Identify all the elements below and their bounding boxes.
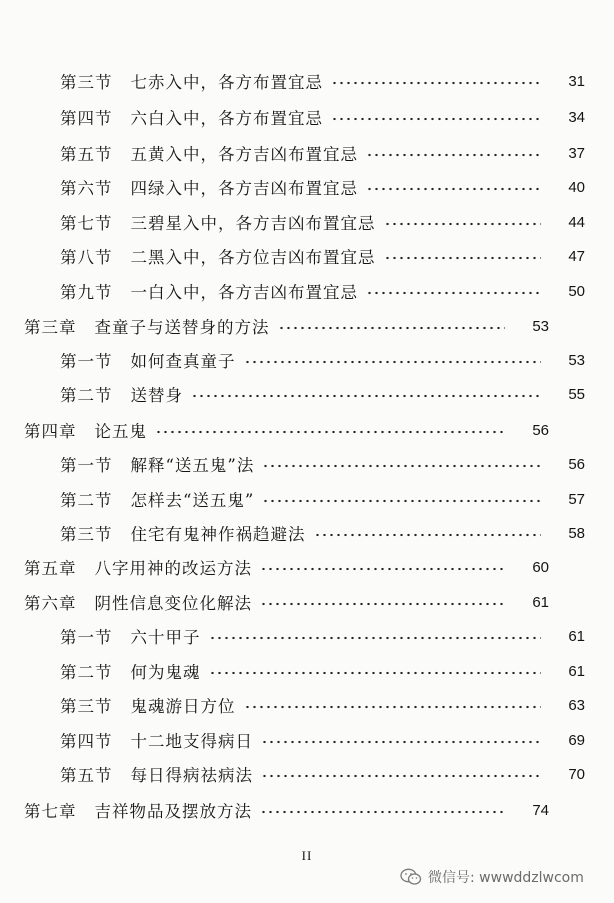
entry-page-number: 56: [532, 421, 549, 439]
dot-leader: [209, 636, 542, 640]
entry-page-number: 61: [532, 593, 549, 611]
entry-page-number: 61: [568, 662, 585, 680]
entry-page-number: 44: [568, 213, 585, 231]
entry-title: 四绿入中，各方吉凶布置宜忌: [130, 179, 358, 198]
entry-title: 论五鬼: [94, 422, 147, 441]
toc-section-entry: [0, 520, 614, 546]
entry-title: 查童子与送替身的方法: [94, 318, 270, 337]
dot-leader: [262, 499, 541, 503]
entry-title: 解释“送五鬼”法: [130, 456, 255, 475]
dot-leader: [262, 464, 541, 468]
entry-label: 第一节: [60, 628, 113, 647]
dot-leader: [260, 810, 505, 814]
entry-page-number: 60: [532, 558, 549, 576]
toc-chapter-entry: [0, 417, 614, 443]
entry-label: 第六节: [60, 179, 113, 198]
entry-page-number: 31: [568, 72, 585, 90]
watermark-text: 微信号: wwwddzlwcom: [428, 870, 584, 886]
entry-title: 何为鬼魂: [130, 663, 201, 682]
entry-label: 第四章: [24, 422, 77, 441]
toc-section-entry: [0, 140, 614, 166]
toc-section-entry: [0, 381, 614, 407]
entry-page-number: 53: [568, 351, 585, 369]
toc-section-entry: [0, 623, 614, 649]
entry-page-number: 53: [532, 317, 549, 335]
dot-leader: [244, 360, 542, 364]
entry-title: 怎样去“送五鬼”: [130, 491, 255, 510]
entry-label: 第九节: [60, 283, 113, 302]
entry-page-number: 34: [568, 108, 585, 126]
entry-title: 阴性信息变位化解法: [94, 594, 252, 613]
entry-title: 五黄入中，各方吉凶布置宜忌: [130, 145, 358, 164]
entry-label: 第八节: [60, 248, 113, 267]
dot-leader: [278, 326, 506, 330]
dot-leader: [331, 117, 541, 121]
entry-label: 第七章: [24, 802, 77, 821]
entry-title: 六十甲子: [130, 628, 201, 647]
entry-label: 第二节: [60, 491, 113, 510]
entry-label: 第二节: [60, 386, 113, 405]
entry-title: 六白入中，各方布置宜忌: [130, 109, 323, 128]
entry-label: 第三节: [60, 73, 113, 92]
dot-leader: [260, 567, 505, 571]
entry-page-number: 56: [568, 455, 585, 473]
entry-label: 第一节: [60, 456, 113, 475]
toc-chapter-entry: [0, 797, 614, 823]
entry-title: 二黑入中，各方位吉凶布置宜忌: [130, 248, 376, 267]
entry-title: 住宅有鬼神作祸趋避法: [130, 525, 306, 544]
toc-chapter-entry: [0, 313, 614, 339]
entry-page-number: 63: [568, 696, 585, 714]
toc-chapter-entry: [0, 589, 614, 615]
watermark: [400, 866, 584, 888]
toc-section-entry: [0, 278, 614, 304]
wechat-icon: [400, 868, 422, 886]
entry-page-number: 74: [532, 801, 549, 819]
entry-label: 第四节: [60, 109, 113, 128]
dot-leader: [314, 533, 542, 537]
entry-title: 鬼魂游日方位: [130, 697, 236, 716]
entry-label: 第五节: [60, 766, 113, 785]
dot-leader: [384, 256, 542, 260]
entry-page-number: 55: [568, 385, 585, 403]
dot-leader: [244, 705, 542, 709]
toc-section-entry: [0, 243, 614, 269]
entry-label: 第七节: [60, 214, 113, 233]
entry-page-number: 47: [568, 247, 585, 265]
entry-title: 三碧星入中，各方吉凶布置宜忌: [130, 214, 376, 233]
entry-title: 一白入中，各方吉凶布置宜忌: [130, 283, 358, 302]
dot-leader: [384, 222, 542, 226]
dot-leader: [366, 187, 541, 191]
entry-title: 十二地支得病日: [130, 732, 253, 751]
entry-label: 第三节: [60, 525, 113, 544]
toc-section-entry: [0, 104, 614, 130]
entry-page-number: 50: [568, 282, 585, 300]
entry-page-number: 40: [568, 178, 585, 196]
toc-section-entry: [0, 209, 614, 235]
entry-title: 吉祥物品及摆放方法: [94, 802, 252, 821]
entry-label: 第三节: [60, 697, 113, 716]
entry-label: 第一节: [60, 352, 113, 371]
entry-page-number: 57: [568, 490, 585, 508]
page-number: II: [301, 848, 313, 863]
dot-leader: [155, 430, 505, 434]
entry-label: 第五节: [60, 145, 113, 164]
entry-title: 七赤入中，各方布置宜忌: [130, 73, 323, 92]
entry-page-number: 70: [568, 765, 585, 783]
toc-section-entry: [0, 727, 614, 753]
dot-leader: [261, 774, 541, 778]
toc-section-entry: [0, 347, 614, 373]
toc-chapter-entry: [0, 554, 614, 580]
entry-label: 第六章: [24, 594, 77, 613]
toc-section-entry: [0, 761, 614, 787]
dot-leader: [366, 153, 541, 157]
toc-section-entry: [0, 68, 614, 94]
dot-leader: [191, 394, 541, 398]
toc-section-entry: [0, 692, 614, 718]
entry-page-number: 58: [568, 524, 585, 542]
entry-page-number: 69: [568, 731, 585, 749]
toc-section-entry: [0, 451, 614, 477]
toc-section-entry: [0, 174, 614, 200]
toc-section-entry: [0, 658, 614, 684]
dot-leader: [331, 81, 541, 85]
entry-label: 第五章: [24, 559, 77, 578]
toc-section-entry: [0, 486, 614, 512]
entry-title: 每日得病祛病法: [130, 766, 253, 785]
entry-label: 第二节: [60, 663, 113, 682]
entry-label: 第四节: [60, 732, 113, 751]
entry-title: 送替身: [130, 386, 183, 405]
entry-page-number: 37: [568, 144, 585, 162]
entry-title: 如何查真童子: [130, 352, 236, 371]
dot-leader: [366, 291, 541, 295]
dot-leader: [209, 671, 542, 675]
entry-title: 八字用神的改运方法: [94, 559, 252, 578]
dot-leader: [261, 740, 541, 744]
dot-leader: [260, 602, 505, 606]
entry-label: 第三章: [24, 318, 77, 337]
entry-page-number: 61: [568, 627, 585, 645]
